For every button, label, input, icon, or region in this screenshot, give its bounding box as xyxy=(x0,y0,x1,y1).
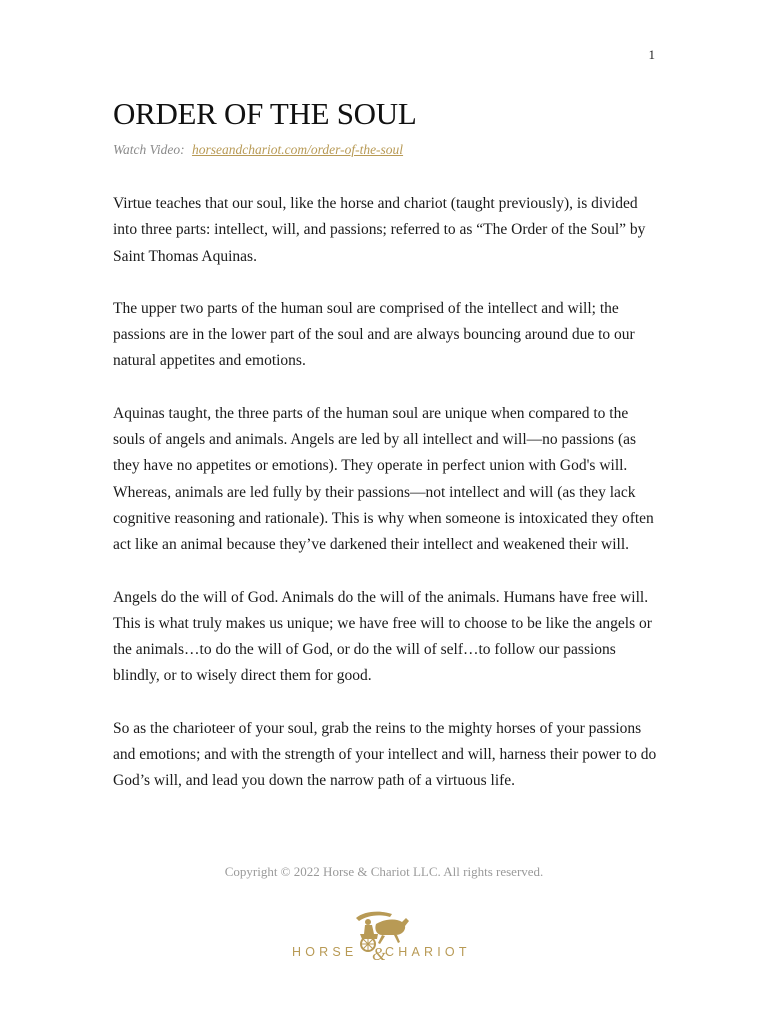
paragraph: The upper two parts of the human soul are comprised of the intellect and will; the passions are in the lower part of the soul and are always bouncing around due to our natural appetites and emotions. xyxy=(113,299,635,370)
watch-video-label: Watch Video: xyxy=(113,142,185,157)
logo-word-chariot: CHARIOT xyxy=(385,945,471,959)
watch-video-link[interactable]: horseandchariot.com/order-of-the-soul xyxy=(191,142,404,157)
watch-video-line xyxy=(113,142,403,158)
paragraph: Virtue teaches that our soul, like the horse and chariot (taught previously), is divided into three parts: intellect, will, and passions; referred to as “The Order of the Soul” by Saint Thomas Aquinas. xyxy=(113,195,646,265)
logo-word-horse: HORSE xyxy=(292,945,358,959)
paragraph: Angels do the will of God. Animals do the will of the animals. Humans have free will. This is what truly makes us unique; we have free will to choose to be like the angels or the animals…to do the will of God, or do the will of self…to follow our passions blindly, or to wisely direct them for good. xyxy=(113,588,652,685)
body-content xyxy=(113,191,658,821)
paragraph: Aquinas taught, the three parts of the human soul are unique when compared to the souls of angels and animals. Angels are led by all intellect and will—no passions (as they have no appetites or emotions). They operate in perfect union with God's will. Whereas, animals are led fully by their passions—not intellect and will (as they lack cognitive reasoning and rationale). This is why when someone is intoxicated they often act like an animal because they’ve darkened their intellect and weakened their will. xyxy=(113,404,654,554)
page-number: 1 xyxy=(648,47,655,62)
page-title: ORDER OF THE SOUL xyxy=(113,96,417,131)
copyright-notice: Copyright © 2022 Horse & Chariot LLC. All rights reserved. xyxy=(224,864,544,879)
svg-text:&: & xyxy=(372,944,387,964)
paragraph: So as the charioteer of your soul, grab the reins to the mighty horses of your passions and emotions; and with the strength of your intellect and will, harness their power to do God’s will, and lead you down the narrow path of a virtuous life. xyxy=(113,719,657,790)
